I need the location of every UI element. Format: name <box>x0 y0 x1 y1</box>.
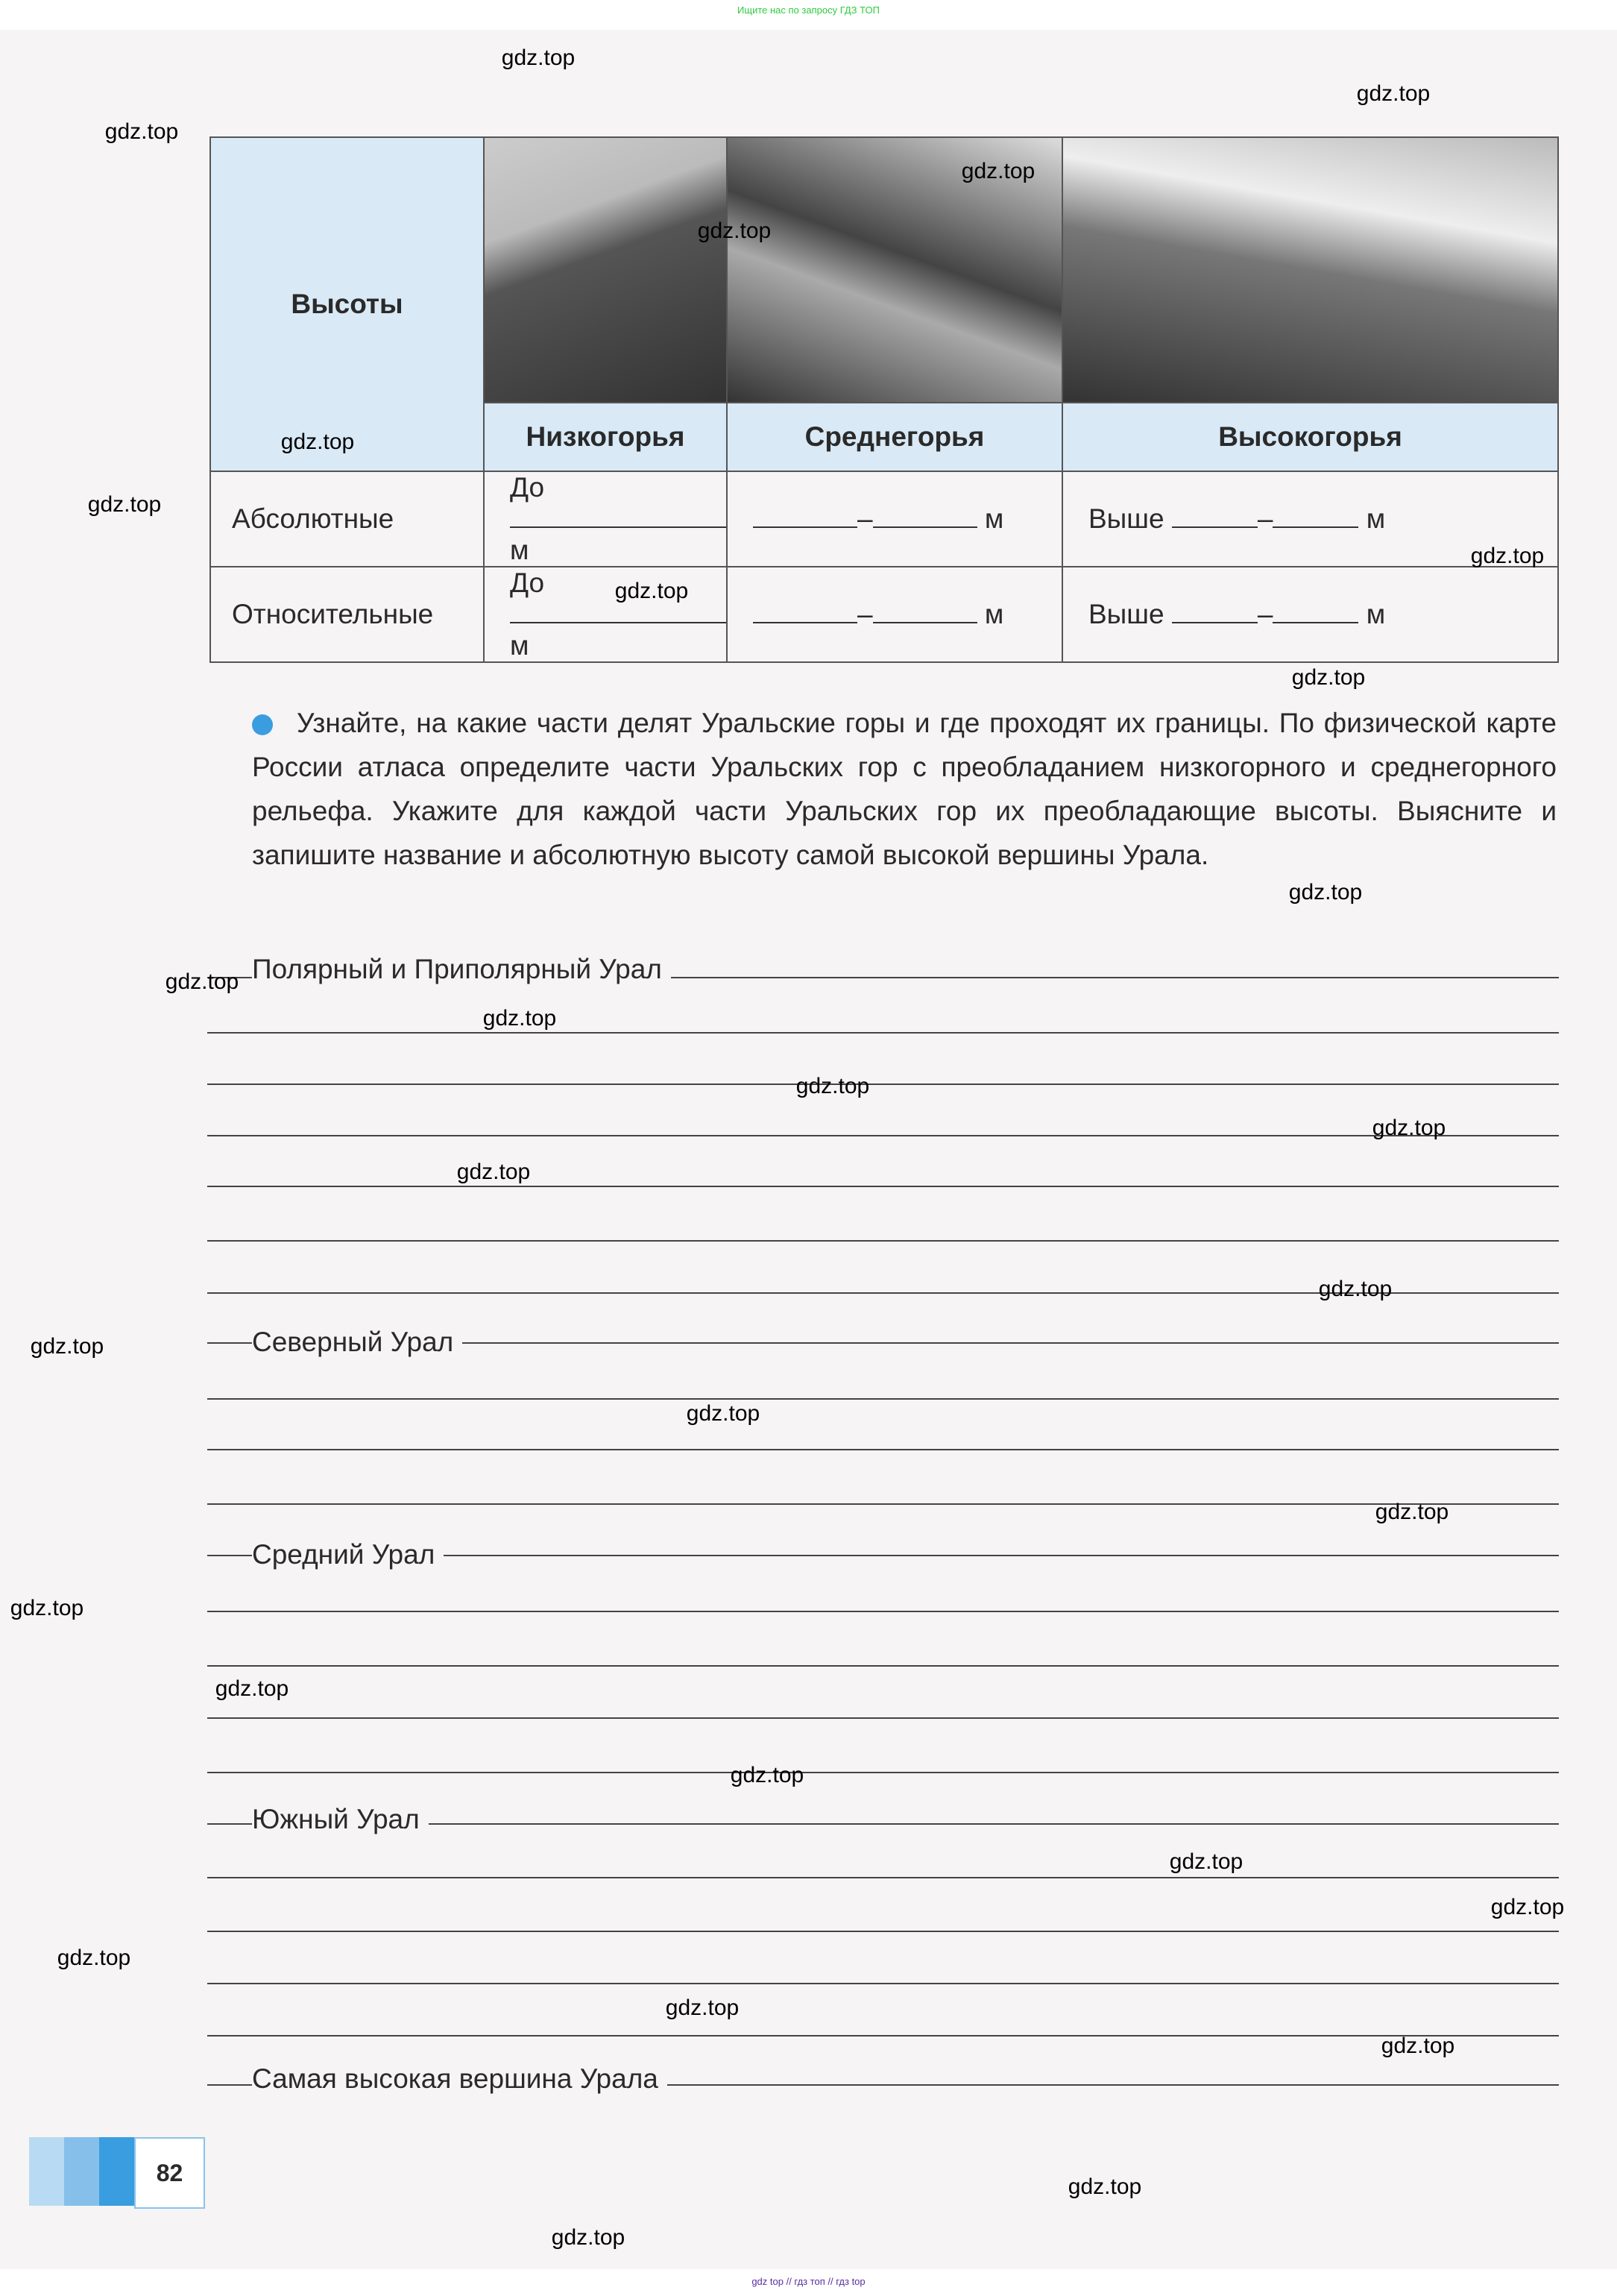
watermark-text: gdz.top <box>1356 81 1431 106</box>
dash: – <box>857 503 873 534</box>
watermark-text: gdz.top <box>1490 1895 1565 1919</box>
watermark-text: gdz.top <box>1375 1500 1449 1524</box>
unit: м <box>1366 599 1386 629</box>
table-corner-heading: Высоты <box>210 137 484 471</box>
answer-blank[interactable] <box>873 526 977 528</box>
answer-blank[interactable] <box>510 526 726 528</box>
writing-line[interactable] <box>207 1717 1559 1719</box>
unit: м <box>984 503 1004 534</box>
heights-table <box>209 136 1559 663</box>
watermark-text: gdz.top <box>1318 1277 1393 1301</box>
unit: м <box>510 535 529 565</box>
table-row-relative <box>210 567 1558 662</box>
watermark-text: gdz.top <box>1372 1116 1446 1140</box>
prefix: Выше <box>1088 599 1164 629</box>
stripe <box>29 2137 64 2206</box>
writing-line[interactable] <box>207 1135 1559 1136</box>
unit: м <box>510 630 529 661</box>
watermark-text: gdz.top <box>795 1074 870 1098</box>
watermark-text: gdz.top <box>697 218 772 243</box>
top-banner[interactable]: Ищите нас по запросу ГДЗ ТОП <box>0 0 1617 30</box>
writing-line[interactable] <box>207 1449 1559 1450</box>
watermark-text: gdz.top <box>551 2225 625 2250</box>
unit: м <box>984 599 1004 629</box>
watermark-text: gdz.top <box>665 1995 740 2020</box>
watermark-text: gdz.top <box>57 1946 131 1970</box>
watermark-text: gdz.top <box>1381 2034 1455 2058</box>
watermark-text: gdz.top <box>686 1401 760 1426</box>
watermark-text: gdz.top <box>1169 1849 1244 1874</box>
prefix: До <box>510 567 545 598</box>
answer-blank[interactable] <box>1273 622 1358 623</box>
page-number-box <box>29 2137 205 2206</box>
writing-line[interactable] <box>207 1611 1559 1612</box>
section-label-highest-peak: Самая высокая вершина Урала <box>252 2064 667 2094</box>
writing-line[interactable] <box>207 1240 1559 1242</box>
watermark-text: gdz.top <box>961 159 1036 183</box>
section-label-polar: Полярный и Приполярный Урал <box>252 954 671 984</box>
writing-line[interactable] <box>207 1877 1559 1878</box>
writing-line[interactable] <box>207 1398 1559 1400</box>
lowlands-photo <box>484 137 727 403</box>
dash: – <box>857 599 873 629</box>
page-number: 82 <box>134 2137 205 2209</box>
section-label-south: Южный Урал <box>252 1805 429 1834</box>
writing-line[interactable] <box>207 1186 1559 1187</box>
bullet-icon <box>252 714 273 735</box>
watermark-text: gdz.top <box>614 579 689 603</box>
watermark-text: gdz.top <box>1291 665 1366 690</box>
answer-blank[interactable] <box>753 526 857 528</box>
watermark-text: gdz.top <box>215 1676 289 1701</box>
writing-line[interactable] <box>207 1665 1559 1667</box>
row-label: Абсолютные <box>210 471 484 567</box>
stripe <box>99 2137 134 2206</box>
writing-line[interactable] <box>207 1931 1559 1932</box>
watermark-text: gdz.top <box>30 1334 104 1359</box>
writing-line[interactable] <box>207 2035 1559 2036</box>
watermark-text: gdz.top <box>104 119 179 144</box>
answer-blank[interactable] <box>1273 526 1358 528</box>
answer-blank[interactable] <box>1172 622 1258 623</box>
col-header-mid: Среднегорья <box>727 403 1062 471</box>
row-label: Относительные <box>210 567 484 662</box>
task-paragraph <box>252 701 1557 877</box>
writing-line[interactable] <box>207 1083 1559 1085</box>
watermark-text: gdz.top <box>1470 544 1545 568</box>
watermark-text: gdz.top <box>1068 2174 1142 2199</box>
col-header-high: Высокогорья <box>1062 403 1558 471</box>
watermark-text: gdz.top <box>456 1160 531 1184</box>
answer-blank[interactable] <box>753 622 857 623</box>
dash: – <box>1257 599 1273 629</box>
watermark-text: gdz.top <box>87 492 162 517</box>
watermark-text: gdz.top <box>280 430 355 454</box>
col-header-low: Низкогорья <box>484 403 727 471</box>
answer-blank[interactable] <box>873 622 977 623</box>
answer-blank[interactable] <box>1172 526 1258 528</box>
writing-line[interactable] <box>207 1503 1559 1505</box>
unit: м <box>1366 503 1386 534</box>
watermark-text: gdz.top <box>165 969 239 994</box>
watermark-text: gdz.top <box>730 1763 804 1787</box>
answer-blank[interactable] <box>510 622 726 623</box>
watermark-text: gdz.top <box>482 1006 557 1031</box>
section-label-middle: Средний Урал <box>252 1540 444 1570</box>
task-text: Узнайте, на какие части делят Уральские горы и где проходят их границы. По физической карте России атласа определите части Уральских гор с преобладанием низкогорного и среднегорного рельефа. Укажите для каждой части Уральских гор их преобладающие высоты. Выясните и запишите название и абсолютную высоту самой высокой вершины Урала. <box>252 708 1557 870</box>
dash: – <box>1257 503 1273 534</box>
writing-line[interactable] <box>207 1772 1559 1773</box>
watermark-text: gdz.top <box>10 1596 84 1620</box>
writing-line[interactable] <box>207 1032 1559 1034</box>
writing-line[interactable] <box>207 1983 1559 1984</box>
highlands-photo <box>1062 137 1558 403</box>
section-label-north: Северный Урал <box>252 1327 462 1357</box>
prefix: До <box>510 472 545 503</box>
watermark-text: gdz.top <box>501 45 576 70</box>
stripe <box>64 2137 99 2206</box>
prefix: Выше <box>1088 503 1164 534</box>
table-row-absolute <box>210 471 1558 567</box>
bottom-footer[interactable]: gdz top // гдз топ // гдз top <box>0 2269 1617 2296</box>
watermark-text: gdz.top <box>1288 880 1363 905</box>
